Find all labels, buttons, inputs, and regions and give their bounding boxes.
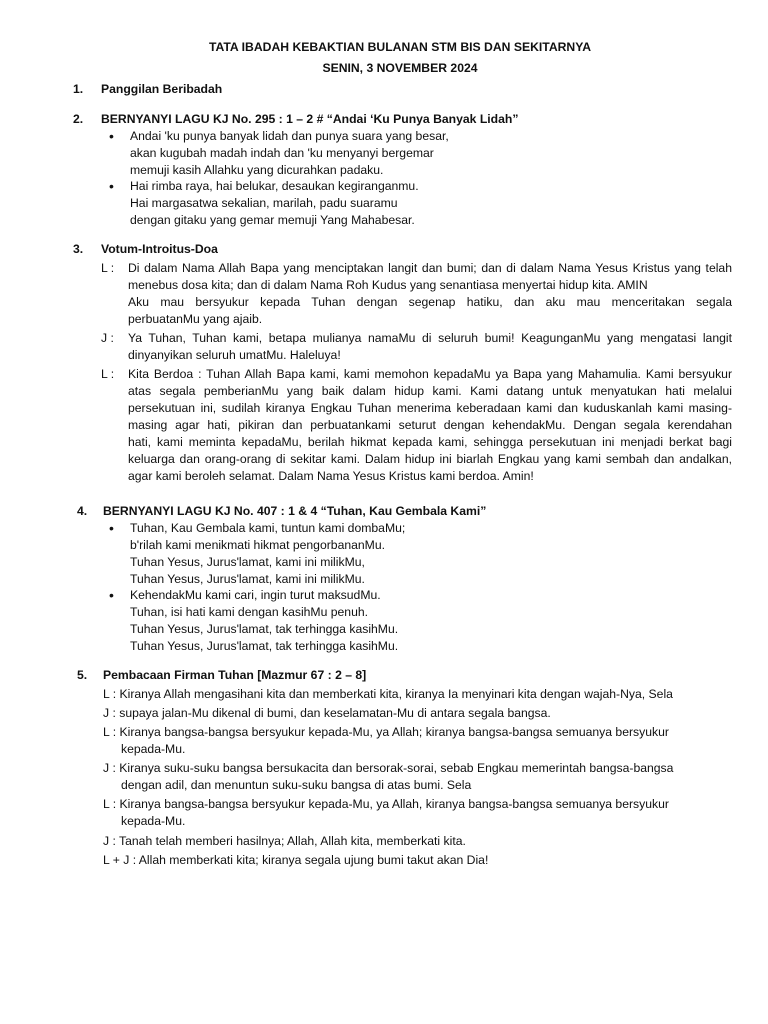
verse-line: Tuhan, isi hati kami dengan kasihMu penuh. bbox=[130, 605, 369, 619]
prayer-line: Kita Berdoa : Tuhan Allah Bapa kami, kami memohon kepadaMu ya Bapa yang Mahamulia. Kami bersyukur bbox=[128, 367, 732, 381]
reading-line: kepada-Mu. bbox=[121, 742, 186, 756]
section-5-heading: Pembacaan Firman Tuhan [Mazmur 67 : 2 – 8] bbox=[103, 668, 367, 682]
liturgy-line: perbuatanMu yang ajaib. bbox=[128, 312, 263, 326]
section-4-number: 4. bbox=[77, 504, 88, 518]
bullet-icon: • bbox=[109, 178, 114, 194]
prayer-line: atas segala pemberianMu yang baik dalam hidup kami. Kami datang untuk menyatukan hati melalui bbox=[128, 384, 732, 398]
verse-line: Tuhan Yesus, Jurus'lamat, tak terhingga kasihMu. bbox=[130, 639, 399, 653]
reading-line: dengan adil, dan menuntun suku-suku bangsa di atas bumi. Sela bbox=[121, 778, 472, 792]
verse-line: b'rilah kami menikmati hikmat pengorbananMu. bbox=[130, 538, 385, 552]
reading-line: L : Kiranya bangsa-bangsa bersyukur kepada-Mu, ya Allah; kiranya bangsa-bangsa semuanya bersyukur bbox=[103, 725, 669, 739]
verse-line: Tuhan, Kau Gembala kami, tuntun kami dombaMu; bbox=[130, 521, 406, 535]
verse-line: Hai margasatwa sekalian, marilah, padu suaramu bbox=[130, 196, 398, 210]
liturgy-line: Di dalam Nama Allah Bapa yang menciptakan langit dan bumi; dan di dalam Nama Yesus Kristus yang telah bbox=[128, 261, 732, 275]
verse-line: Hai rimba raya, hai belukar, desaukan kegiranganmu. bbox=[130, 179, 419, 193]
section-4-heading: BERNYANYI LAGU KJ No. 407 : 1 & 4 “Tuhan, Kau Gembala Kami” bbox=[103, 504, 487, 518]
speaker-label: L : bbox=[101, 367, 115, 381]
verse-line: KehendakMu kami cari, ingin turut maksudMu. bbox=[130, 588, 381, 602]
verse-line: Andai 'ku punya banyak lidah dan punya suara yang besar, bbox=[130, 129, 449, 143]
prayer-line: agar kami beroleh selamat. Dalam Nama Yesus Kristus kami berdoa. Amin! bbox=[128, 469, 534, 483]
bullet-icon: • bbox=[109, 520, 114, 536]
reading-line: L : Kiranya bangsa-bangsa bersyukur kepada-Mu, ya Allah, kiranya bangsa-bangsa semuanya bersyukur bbox=[103, 797, 669, 811]
reading-line: J : Kiranya suku-suku bangsa bersukacita dan bersorak-sorai, sebab Engkau memerintah bangsa-bangsa bbox=[103, 761, 674, 775]
verse-line: Tuhan Yesus, Jurus'lamat, kami ini milikMu. bbox=[130, 572, 365, 586]
section-3-number: 3. bbox=[73, 242, 84, 256]
prayer-line: masing agar hati, pikiran dan perbuatankami seturut dengan kehendakMu. Dengan segala kerendahan bbox=[128, 418, 732, 432]
document-date: SENIN, 3 NOVEMBER 2024 bbox=[322, 61, 478, 75]
prayer-line: hati, kami meminta kepadaMu, berilah hikmat kepada kami, sehingga persekutuan ini menjadi berkat bagi bbox=[128, 435, 732, 449]
reading-line: L + J : Allah memberkati kita; kiranya segala ujung bumi takut akan Dia! bbox=[103, 853, 489, 867]
reading-line: kepada-Mu. bbox=[121, 814, 186, 828]
speaker-label: L : bbox=[101, 261, 115, 275]
verse-line: memuji kasih Allahku yang dicurahkan padaku. bbox=[130, 163, 384, 177]
prayer-line: persekutuan ini, sudilah kiranya Engkau Tuhan menerima keberadaan kami dan kuduskanlah kami masing- bbox=[128, 401, 732, 415]
verse-line: Tuhan Yesus, Jurus'lamat, tak terhingga kasihMu. bbox=[130, 622, 399, 636]
section-1-heading: Panggilan Beribadah bbox=[101, 82, 223, 96]
reading-line: J : Tanah telah memberi hasilnya; Allah, Allah kita, memberkati kita. bbox=[103, 834, 466, 848]
prayer-line: keluarga dan orang-orang di sekitar kami. Dalam hidup ini biarlah Engkau yang kami sembah dan andalkan, bbox=[128, 452, 732, 466]
bullet-icon: • bbox=[109, 587, 114, 603]
bullet-icon: • bbox=[109, 128, 114, 144]
document-title: TATA IBADAH KEBAKTIAN BULANAN STM BIS DAN SEKITARNYA bbox=[208, 40, 592, 54]
section-2-number: 2. bbox=[73, 112, 84, 126]
liturgy-line: Ya Tuhan, Tuhan kami, betapa mulianya namaMu di seluruh bumi! KeagunganMu yang mengatasi langit bbox=[128, 331, 732, 345]
liturgy-line: dinyanyikan seluruh umatMu. Haleluya! bbox=[128, 348, 341, 362]
verse-line: akan kugubah madah indah dan 'ku menyanyi bergemar bbox=[130, 146, 434, 160]
speaker-label: J : bbox=[101, 331, 114, 345]
liturgy-line: Aku mau bersyukur kepada Tuhan dengan segenap hatiku, dan aku mau menceritakan segala bbox=[128, 295, 732, 309]
verse-line: Tuhan Yesus, Jurus'lamat, kami ini milikMu, bbox=[130, 555, 365, 569]
liturgy-line: menebus dosa kita; dan di dalam Nama Roh Kudus yang senantiasa menyertai hidup kita. AMIN bbox=[128, 278, 648, 292]
reading-line: L : Kiranya Allah mengasihani kita dan memberkati kita, kiranya Ia menyinari kita dengan wajah-Nya, Sela bbox=[103, 687, 673, 701]
section-5-number: 5. bbox=[77, 668, 88, 682]
section-2-heading: BERNYANYI LAGU KJ No. 295 : 1 – 2 # “Andai ‘Ku Punya Banyak Lidah” bbox=[101, 112, 519, 126]
reading-line: J : supaya jalan-Mu dikenal di bumi, dan keselamatan-Mu di antara segala bangsa. bbox=[103, 706, 551, 720]
section-1-number: 1. bbox=[73, 82, 84, 96]
verse-line: dengan gitaku yang gemar memuji Yang Mahabesar. bbox=[130, 213, 415, 227]
section-3-heading: Votum-Introitus-Doa bbox=[101, 242, 218, 256]
